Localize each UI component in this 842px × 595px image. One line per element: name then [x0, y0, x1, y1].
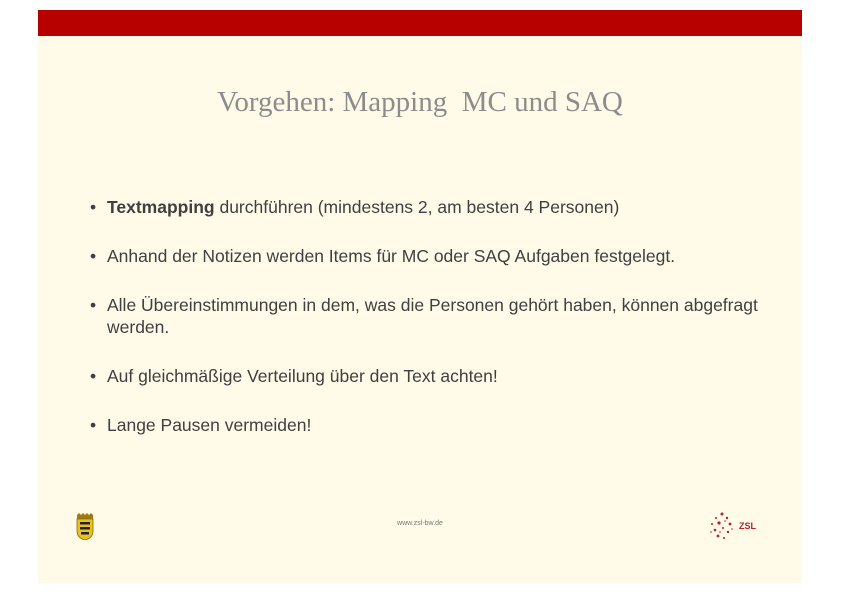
- bullet-text: Lange Pausen vermeiden!: [107, 415, 312, 435]
- bullet-item: [90, 365, 770, 387]
- slide: [38, 10, 802, 583]
- bullet-text: Anhand der Notizen werden Items für MC oder SAQ Aufgaben festgelegt.: [107, 246, 676, 266]
- bullet-icon: •: [90, 197, 97, 217]
- header-bar: [38, 10, 802, 36]
- zsl-logo-text: ZSL: [739, 521, 756, 531]
- bullet-item: [90, 414, 770, 436]
- bullet-item: [90, 245, 770, 267]
- footer-url: www.zsl-bw.de: [397, 520, 443, 527]
- bullet-text: Alle Übereinstimmungen in dem, was die Personen gehört haben, können abgefragt werden.: [107, 295, 758, 337]
- bullet-icon: •: [90, 246, 97, 266]
- bullet-icon: •: [90, 415, 97, 435]
- bullet-text: durchführen (mindestens 2, am besten 4 Personen): [214, 197, 620, 217]
- slide-title: Vorgehen: Mapping MC und SAQ: [217, 86, 623, 118]
- bullet-list: [90, 196, 770, 463]
- zsl-logo: [708, 510, 768, 542]
- bullet-bold: Textmapping: [107, 197, 215, 217]
- bullet-item: [90, 196, 770, 218]
- bullet-text: Auf gleichmäßige Verteilung über den Text achten!: [107, 366, 498, 386]
- bullet-icon: •: [90, 295, 97, 315]
- bullet-item: [90, 294, 770, 338]
- bullet-icon: •: [90, 366, 97, 386]
